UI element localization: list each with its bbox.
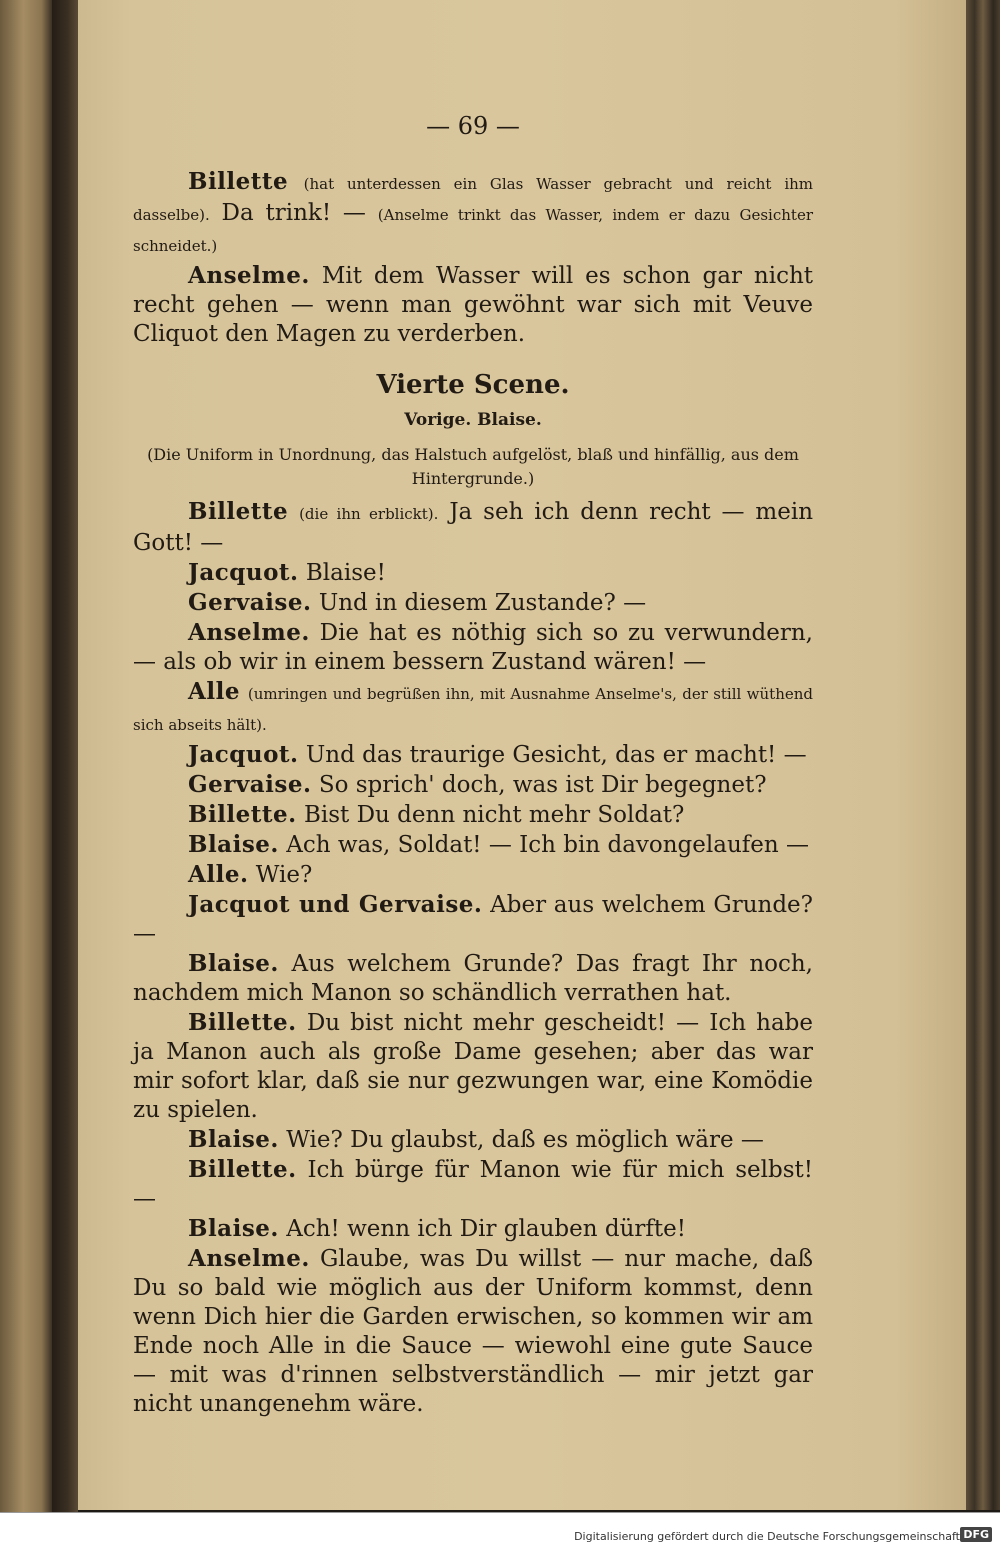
dialogue-block — [133, 830, 813, 860]
dialogue-block — [133, 261, 813, 349]
dialogue-text: Mit dem Wasser will es schon gar nicht recht gehen — wenn man gewöhnt war sich mit Veuve Cliquot den Magen zu verderben. — [133, 263, 814, 347]
dialogue-text: Die hat es nöthig sich so zu verwundern, — als ob wir in einem bessern Zustand wären! — — [133, 620, 813, 675]
speaker-name: Gervaise. — [188, 589, 312, 616]
dialogue-text: Ach! wenn ich Dir glauben dürfte! — [286, 1216, 686, 1242]
dialogue-text: Blaise! — [305, 560, 386, 586]
dialogue-text: Glaube, was Du willst — nur mache, daß Du so bald wie möglich aus der Uniform kommst, denn wenn Dich hier die Garden erwischen, so kommen wir am Ende noch Alle in die Sauce — wiewohl eine gute Sauce — mit was d'rinnen selbstverständlich — mir jetzt gar nicht unangenehm wäre. — [133, 1246, 813, 1417]
dialogue-text: Bist Du denn nicht mehr Soldat? — [304, 802, 685, 828]
dialogue-block — [133, 1244, 813, 1419]
dialogue-block — [133, 800, 813, 830]
speaker-name: Billette. — [188, 1009, 297, 1036]
dialogue-text: Ja seh ich denn recht — mein Gott! — — [133, 499, 814, 556]
dialogue-block — [133, 740, 813, 770]
stage-direction: (die ihn erblickt). — [299, 505, 439, 523]
speaker-name: Blaise. — [188, 950, 279, 977]
dialogue-block — [133, 1125, 813, 1155]
dialogue-block — [133, 949, 813, 1008]
page-number: — 69 — — [426, 112, 520, 140]
dialogue-block — [133, 1155, 813, 1214]
speaker-name: Gervaise. — [188, 771, 312, 798]
book-gutter — [52, 0, 78, 1512]
dialogue-block — [133, 1214, 813, 1244]
page-content — [133, 112, 813, 1419]
dialogue-block — [133, 588, 813, 618]
dfg-logo-icon: DFG — [960, 1527, 992, 1542]
left-page-edge — [0, 0, 52, 1512]
dialogue-block — [133, 167, 813, 261]
speaker-name: Billette. — [188, 1156, 297, 1183]
stage-direction: (umringen und begrüßen ihn, mit Ausnahme Anselme's, der still wüthend sich abseits hält). — [133, 685, 813, 734]
dialogue-text: Aber aus welchem Grunde? — — [133, 892, 813, 947]
scene-description: (Die Uniform in Unordnung, das Halstuch aufgelöst, blaß und hinfällig, aus dem Hintergrunde.) — [147, 445, 799, 488]
speaker-name: Billette — [188, 168, 289, 195]
speaker-name: Alle — [188, 678, 240, 705]
speaker-name: Blaise. — [188, 1215, 279, 1242]
dialogue-block — [133, 1008, 813, 1125]
stage-direction: (hat unterdessen ein Glas Wasser gebracht und reicht ihm dasselbe). — [133, 175, 814, 224]
speaker-name: Jacquot. — [188, 559, 299, 586]
footer-credit: Digitalisierung gefördert durch die Deutsche Forschungsgemeinschaft — [574, 1530, 960, 1543]
speaker-name: Billette — [188, 498, 289, 525]
dialogue-block — [133, 677, 813, 740]
page-stack-edge — [966, 0, 1000, 1510]
speaker-name: Anselme. — [188, 1245, 310, 1272]
speaker-name: Blaise. — [188, 831, 279, 858]
dialogue-block — [133, 618, 813, 677]
dialogue-block — [133, 890, 813, 949]
dialogue-block — [133, 770, 813, 800]
speaker-name: Anselme. — [188, 262, 310, 289]
speaker-name: Blaise. — [188, 1126, 279, 1153]
dialogue-block — [133, 860, 813, 890]
dialogue-block — [133, 558, 813, 588]
dialogue-text: Du bist nicht mehr gescheidt! — Ich habe ja Manon auch als große Dame gesehen; aber das war mir sofort klar, daß sie nur gezwungen war, eine Komödie zu spielen. — [133, 1010, 813, 1123]
dialogue-text: Und das traurige Gesicht, das er macht! — — [305, 742, 807, 768]
book-page — [78, 0, 966, 1510]
stage-direction: (Anselme trinkt das Wasser, indem er dazu Gesichter schneidet.) — [133, 206, 813, 255]
speaker-name: Alle. — [188, 861, 249, 888]
dialogue-text: Ach was, Soldat! — Ich bin davongelaufen — — [286, 832, 810, 858]
speaker-name: Jacquot. — [188, 741, 299, 768]
dialogue-text: Wie? — [255, 862, 313, 888]
speaker-name: Billette. — [188, 801, 297, 828]
speaker-name: Jacquot und Gervaise. — [188, 891, 483, 918]
dialogue-text: Wie? Du glaubst, daß es möglich wäre — — [286, 1127, 764, 1153]
dialogue-text: Ich bürge für Manon wie für mich selbst! — — [133, 1157, 813, 1212]
dialogue-text: Aus welchem Grunde? Das fragt Ihr noch, nachdem mich Manon so schändlich verrathen hat. — [133, 951, 813, 1006]
speaker-name: Anselme. — [188, 619, 310, 646]
dialogue-text: So sprich' doch, was ist Dir begegnet? — [318, 772, 767, 798]
dialogue-text: Und in diesem Zustande? — — [318, 590, 647, 616]
scene-title: Vierte Scene. — [376, 370, 570, 400]
dialogue-block — [133, 497, 813, 558]
dialogue-text: Da trink! — — [221, 200, 366, 226]
scene-persons: Vorige. Blaise. — [404, 410, 542, 430]
